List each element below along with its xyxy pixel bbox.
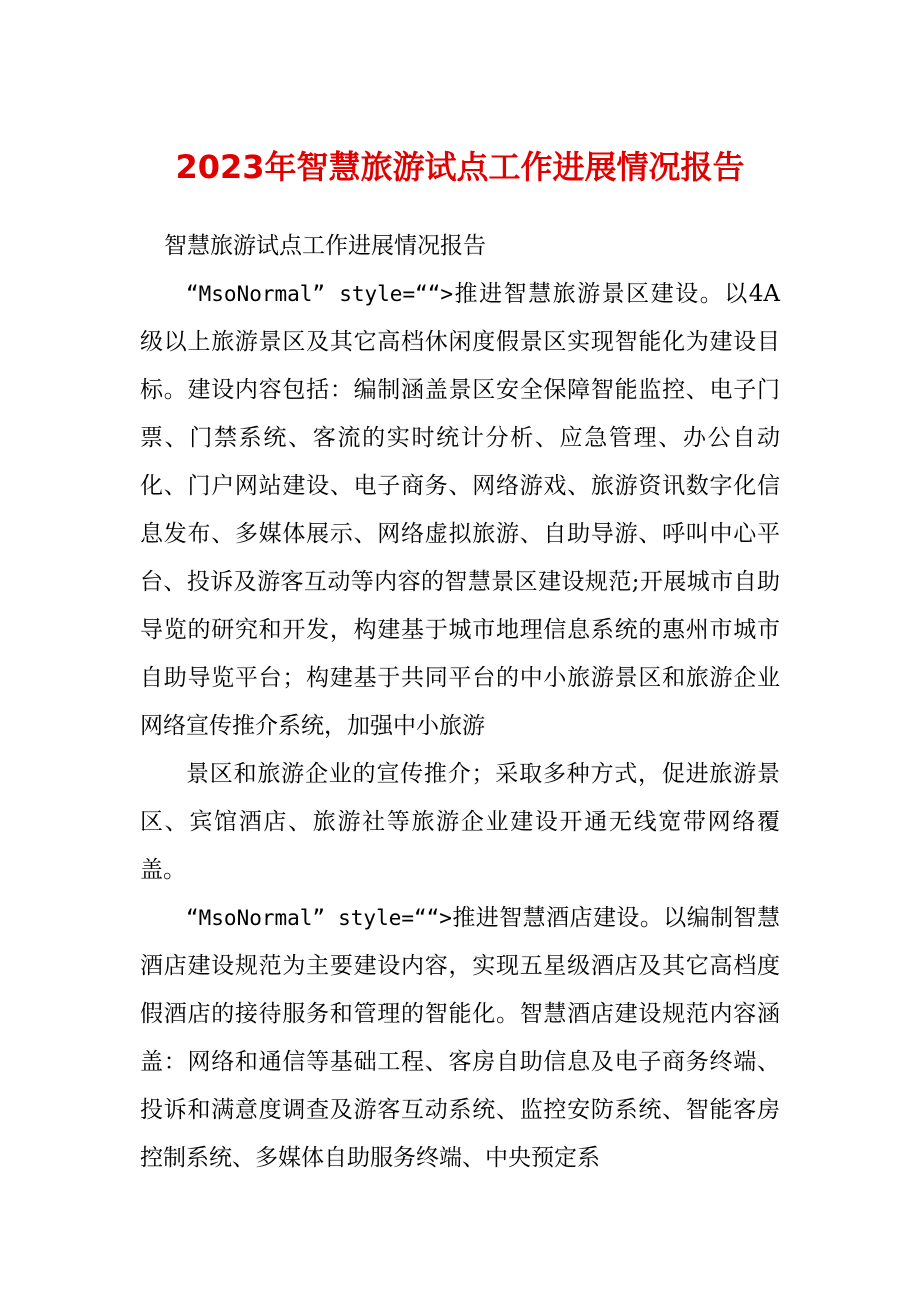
- paragraph-text: 景区和旅游企业的宣传推介；采取多种方式，促进旅游景区、宾馆酒店、旅游社等旅游企业建设开通无线宽带网络覆盖。: [140, 761, 780, 883]
- paragraph-continuation: [140, 750, 780, 894]
- paragraph-text: 推进智慧酒店建设。以编制智慧酒店建设规范为主要建设内容，实现五星级酒店及其它高档度假酒店的接待服务和管理的智能化。智慧酒店建设规范内容涵盖：网络和通信等基础工程、客房自助信息及电子商务终端、投诉和满意度调查及游客互动系统、监控安防系统、智能客房控制系统、多媒体自助服务终端、中央预定系: [140, 905, 780, 1171]
- document-body: [140, 222, 780, 1182]
- paragraph-code-fragment: “MsoNormal” style=““>: [186, 282, 454, 306]
- document-title: 2023年智慧旅游试点工作进展情况报告: [175, 148, 745, 186]
- paragraph-text: 推进智慧旅游景区建设。以4A级以上旅游景区及其它高档休闲度假景区实现智能化为建设目标。建设内容包括：编制涵盖景区安全保障智能监控、电子门票、门禁系统、客流的实时统计分析、应急管理、办公自动化、门户网站建设、电子商务、网络游戏、旅游资讯数字化信息发布、多媒体展示、网络虚拟旅游、自助导游、呼叫中心平台、投诉及游客互动等内容的智慧景区建设规范;开展城市自助导览的研究和开发，构建基于城市地理信息系统的惠州市城市自助导览平台；构建基于共同平台的中小旅游景区和旅游企业网络宣传推介系统，加强中小旅游: [140, 281, 780, 739]
- paragraph-scenic-area: [140, 270, 780, 750]
- paragraph-hotel: [140, 894, 780, 1182]
- paragraph-code-fragment: “MsoNormal” style=““>: [186, 906, 452, 930]
- document-subtitle: 智慧旅游试点工作进展情况报告: [164, 233, 486, 259]
